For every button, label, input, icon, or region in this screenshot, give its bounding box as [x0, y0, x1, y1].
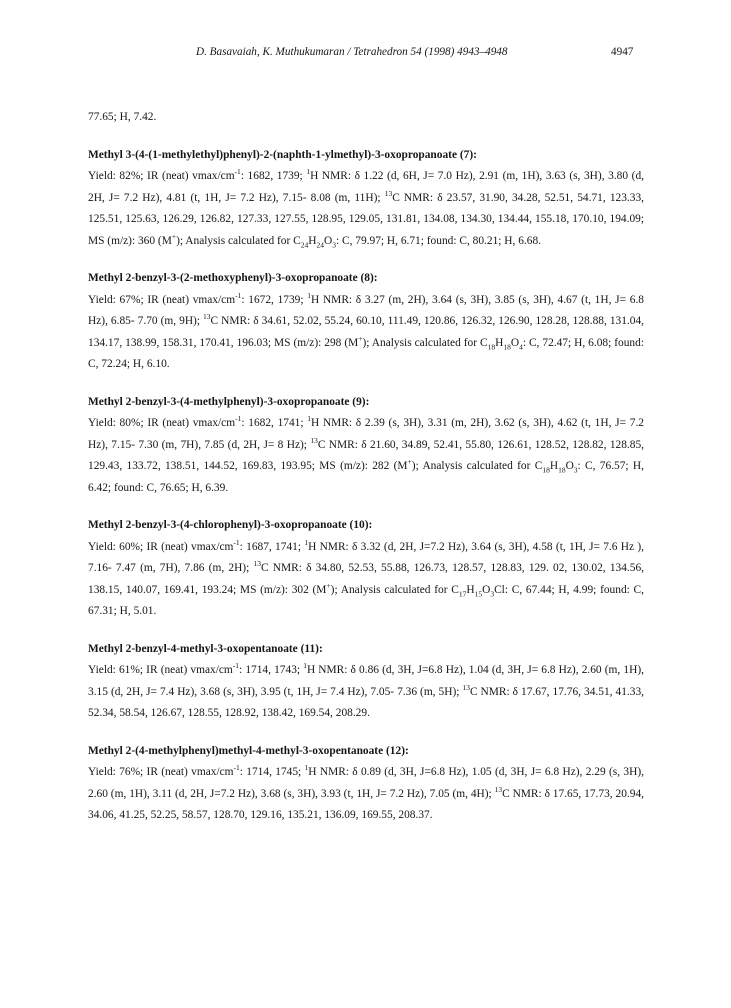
compound-title: Methyl 2-benzyl-3-(2-methoxyphenyl)-3-oxopropanoate (8):	[88, 272, 378, 284]
running-header	[0, 46, 731, 66]
compound-entry-9	[88, 392, 644, 500]
compound-entry-11	[88, 639, 644, 725]
running-head: D. Basavaiah, K. Muthukumaran / Tetrahedron 54 (1998) 4943–4948	[196, 46, 508, 58]
compound-entry-10	[88, 515, 644, 623]
compound-data: Yield: 61%; IR (neat) vmax/$cm^{-1}$: 1714, 1743; $^1$H NMR: δ 0.86 (d, 3H, J=6.8 Hz), 1.04 (d, 3H, J= 6.8 Hz), 2.60 (m, 1H), 3.15 (d, 2H, J= 7.4 Hz), 3.68 (s, 3H), 3.95 (t, 1H, J= 7.4 Hz), 7.05- 7.36 (m, 5H); $^{13}$C NMR: δ 17.67, 17.76, 34.51, 41.33, 52.34, 58.54, 126.67, 128.55, 128.92, 138.42, 169.54, 208.29.	[88, 661, 645, 719]
compound-data: Yield: 60%; IR (neat) vmax/$cm^{-1}$: 1687, 1741; $^1$H NMR: δ 3.32 (d, 2H, J=7.2 Hz), 3.64 (s, 3H), 4.58 (t, 1H, J= 7.6 Hz ), 7.16- 7.47 (m, 7H), 7.86 (m, 2H); $^{13}$C NMR: δ 34.80, 52.53, 55.88, 126.73, 128.57, 128.83, 129. 02, 130.02, 134.56, 138.15, 140.07, 169.41, 193.24; MS (m/z): 302 (M+); Analysis calculated for $C_{17}H_{15}O_3Cl$: C, 67.44; H, 4.99; found: C, 67.31; H, 5.01.	[88, 537, 644, 617]
compound-title: Methyl 2-(4-methylphenyl)methyl-4-methyl-3-oxopentanoate (12):	[88, 744, 409, 757]
page-body	[88, 107, 644, 827]
compound-title: Methyl 2-benzyl-3-(4-chlorophenyl)-3-oxopropanoate (10):	[88, 519, 373, 531]
compound-data: Yield: 82%; IR (neat) vmax/$cm^{-1}$: 1682, 1739; $^1$H NMR: δ 1.22 (d, 6H, J= 7.0 Hz), 2.91 (m, 1H), 3.63 (s, 3H), 3.80 (d, 2H, J= 7.2 Hz), 4.81 (t, 1H, J= 7.2 Hz), 7.15- 8.08 (m, 11H); $^{13}$C NMR: δ 23.57, 31.90, 34.28, 52.51, 54.71, 123.33, 125.51, 125.63, 126.29, 126.82, 127.33, 127.55, 128.95, 129.05, 131.81, 134.08, 134.30, 134.44, 155.18, 170.10, 194.09; MS (m/z): 360 (M+); Analysis calculated for $C_{24}H_{24}O_3$: C, 79.97; H, 6.71; found: C, 80.21; H, 6.68.	[88, 167, 644, 249]
compound-title: Methyl 3-(4-(1-methylethyl)phenyl)-2-(naphth-1-ylmethyl)-3-oxopropanoate (7):	[88, 148, 477, 161]
compound-entry-12	[88, 741, 644, 827]
compound-entry-7	[88, 145, 644, 253]
compound-title: Methyl 2-benzyl-3-(4-methylphenyl)-3-oxopropanoate (9):	[88, 395, 370, 408]
page-number: 4947	[611, 46, 634, 58]
continued-fragment: 77.65; H, 7.42.	[88, 111, 157, 123]
compound-data: Yield: 80%; IR (neat) vmax/$cm^{-1}$: 1682, 1741; $^1$H NMR: δ 2.39 (s, 3H), 3.31 (m, 2H), 3.62 (s, 3H), 4.62 (t, 1H, J= 7.2 Hz), 7.15- 7.30 (m, 7H), 7.85 (d, 2H, J= 8 Hz); $^{13}$C NMR: δ 21.60, 34.89, 52.41, 55.80, 126.61, 128.52, 128.82, 128.85, 129.43, 133.72, 138.51, 144.52, 169.83, 193.95; MS (m/z): 282 (M+); Analysis calculated for $C_{18}H_{18}O_3$: C, 76.57; H, 6.42; found: C, 76.65; H, 6.39.	[88, 414, 644, 494]
compound-data: Yield: 67%; IR (neat) vmax/$cm^{-1}$: 1672, 1739; $^1$H NMR: δ 3.27 (m, 2H), 3.64 (s, 3H), 3.85 (s, 3H), 4.67 (t, 1H, J= 6.8 Hz), 6.85- 7.70 (m, 9H); $^{13}$C NMR: δ 34.61, 52.02, 55.24, 60.10, 111.49, 120.86, 126.32, 126.90, 128.28, 128.88, 131.04, 134.17, 138.99, 158.31, 170.41, 196.03; MS (m/z): 298 (M+); Analysis calculated for $C_{18}H_{18}O_4$: C, 72.47; H, 6.08; found: C, 72.24; H, 6.10.	[88, 290, 644, 370]
compound-data: Yield: 76%; IR (neat) vmax/$cm^{-1}$: 1714, 1745; $^1$H NMR: δ 0.89 (d, 3H, J=6.8 Hz), 1.05 (d, 3H, J= 6.8 Hz), 2.29 (s, 3H), 2.60 (m, 1H), 3.11 (d, 2H, J=7.2 Hz), 3.68 (s, 3H), 3.93 (t, 1H, J= 7.2 Hz), 7.05 (m, 4H); $^{13}$C NMR: δ 17.65, 17.73, 20.94, 34.06, 41.25, 52.25, 58.57, 128.70, 129.16, 135.21, 136.09, 169.55, 208.37.	[88, 763, 644, 821]
compound-title: Methyl 2-benzyl-4-methyl-3-oxopentanoate (11):	[88, 642, 323, 655]
compound-entry-8	[88, 268, 644, 376]
